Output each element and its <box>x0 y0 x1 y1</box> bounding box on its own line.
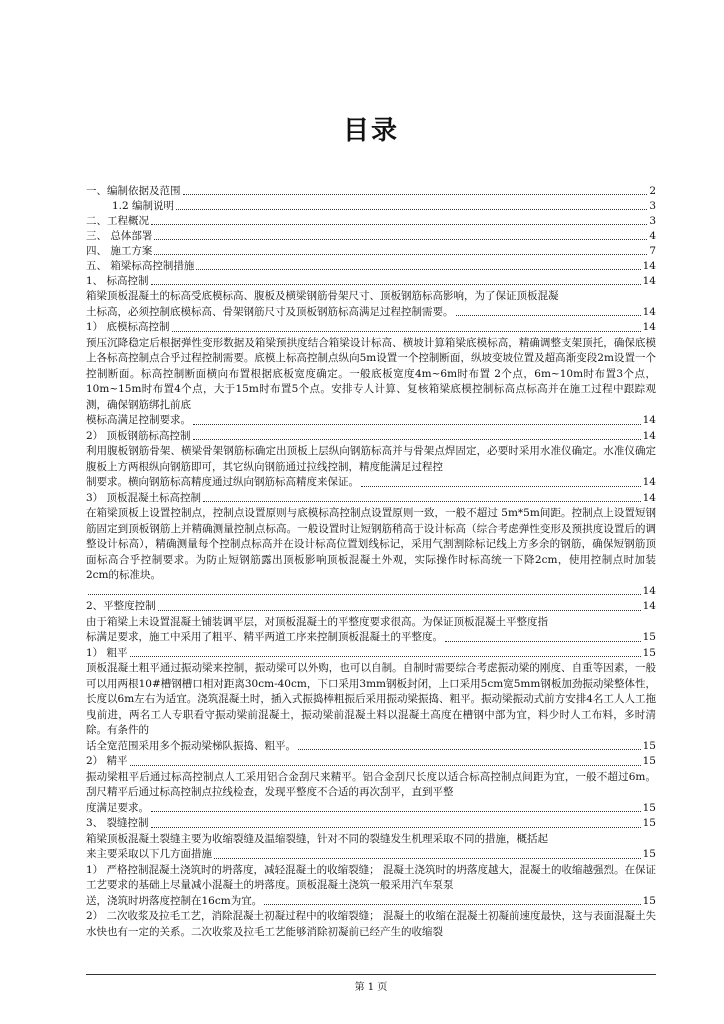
dot-leader <box>88 594 641 595</box>
paragraph-last-text: 模标高满足控制要求。 <box>86 414 191 426</box>
toc-page-number: 15 <box>642 817 656 829</box>
toc-paragraph[interactable] <box>86 754 656 770</box>
toc-entry-text: 二、工程概况 <box>86 215 149 227</box>
toc-entry-text: 五、 箱梁标高控制措施 <box>86 260 195 272</box>
paragraph-last-line <box>86 646 656 662</box>
toc-entry-text: 三、 总体部署 <box>86 230 153 242</box>
toc-page-number: 14 <box>642 600 656 612</box>
dot-leader <box>154 239 647 240</box>
toc-page-number: 14 <box>642 584 656 597</box>
dot-leader <box>151 811 641 812</box>
toc-entry[interactable] <box>86 229 656 244</box>
paragraph-last-text: 1） 粗平 <box>86 646 128 659</box>
toc-page-number: 15 <box>642 646 656 659</box>
toc-entries <box>86 184 656 289</box>
toc-paragraph[interactable] <box>86 506 656 599</box>
toc-page-number: 14 <box>642 305 656 318</box>
paragraph-last-line <box>86 475 656 491</box>
dot-leader <box>264 904 640 905</box>
toc-entry-text: 1、 标高控制 <box>86 275 149 287</box>
toc-paragraph[interactable] <box>86 661 656 754</box>
toc-paragraph[interactable] <box>86 320 656 336</box>
toc-paragraph[interactable] <box>86 599 656 615</box>
paragraph-last-text: 度满足要求。 <box>86 801 149 814</box>
toc-paragraph[interactable] <box>86 444 656 491</box>
toc-entry[interactable] <box>86 244 656 259</box>
paragraph-last-line <box>86 320 656 336</box>
toc-entry-text: 一、编制依据及范围 <box>86 185 181 197</box>
paragraph-body: 2） 二次收浆及拉毛工艺，消除混凝土初凝过程中的收缩裂缝； 混凝土的收缩在混凝土初凝前速度最快，这与表面混凝土失水快也有一定的关系。二次收浆及拉毛工艺能够消除初凝前已经产生的收缩裂 <box>86 910 656 938</box>
dot-leader <box>172 331 641 332</box>
toc-page-number: 3 <box>649 200 656 212</box>
paragraph-body: 预压沉降稳定后根据弹性变形数据及箱梁预拱度结合箱梁设计标高、横坡计算箱梁底模标高，精确调整支架顶托，确保底模上各标高控制点合乎过程控制需要。底模上标高控制点纵向5m设置一个控制断面，纵坡变坡位置及超高渐变段2m设置一个控制断面。标高控制断面横向布置根据底板宽度确定。一般底板宽度4m~6m时布置 2个点，6m~10m时布置3个点，10m~15m时布置4个点，大于15m时布置5个点。安排专人计算、复核箱梁底模控制标高点标高并在施工过程中跟踪观测，确保钢筋绑扎前底 <box>86 336 656 411</box>
toc-page-number: 14 <box>642 476 656 488</box>
toc-entry-text: 四、 施工方案 <box>86 245 153 257</box>
toc-page-number: 3 <box>649 215 656 227</box>
paragraph-last-line <box>86 816 656 832</box>
toc-page-number: 14 <box>642 429 656 442</box>
paragraph-last-line <box>86 305 656 321</box>
toc-page-number: 15 <box>642 631 656 643</box>
dot-leader <box>203 501 641 502</box>
page-number: 第 1 页 <box>354 982 388 993</box>
dot-leader <box>154 254 647 255</box>
toc-entry[interactable] <box>86 199 656 214</box>
toc-page-number: 15 <box>642 739 656 752</box>
dot-leader <box>158 610 641 611</box>
toc-page-number: 14 <box>642 491 656 504</box>
toc-paragraph[interactable] <box>86 336 656 429</box>
dot-leader <box>298 749 641 750</box>
dot-leader <box>151 284 641 285</box>
toc-entry[interactable] <box>86 184 656 199</box>
toc-paragraph[interactable] <box>86 832 656 863</box>
toc-entry[interactable] <box>86 274 656 289</box>
toc-entry[interactable] <box>86 214 656 229</box>
paragraph-last-text: 土标高，必须控制底模标高、骨架钢筋尺寸及顶板钢筋标高满足过程控制需要。 <box>86 305 454 318</box>
dot-leader <box>130 765 641 766</box>
toc-page-number: 15 <box>642 848 656 860</box>
dot-leader <box>193 424 641 425</box>
paragraph-last-line <box>86 413 656 429</box>
toc-entry-text: 1.2 编制说明 <box>112 200 175 212</box>
toc-page-number: 4 <box>649 230 656 242</box>
document-page <box>86 0 656 1024</box>
toc-page-number: 14 <box>642 414 656 426</box>
paragraph-last-text: 3） 顶板混凝土标高控制 <box>86 491 202 504</box>
dot-leader <box>214 858 641 859</box>
paragraph-last-line <box>86 599 656 615</box>
paragraph-body: 1） 严格控制混凝土浇筑时的坍落度，减轻混凝土的收缩裂缝； 混凝土浇筑时的坍落度越大，混凝土的收缩越强烈。在保证工艺要求的基础上尽量减小混凝土的坍落度。顶板混凝土浇筑一般采用汽车泵泵 <box>86 863 656 891</box>
paragraph-last-text: 1） 底模标高控制 <box>86 321 170 333</box>
dot-leader <box>151 827 641 828</box>
paragraph-last-text: 2） 顶板钢筋标高控制 <box>86 429 191 442</box>
paragraph-last-text: 标满足要求，施工中采用了粗平、精平两道工序来控制顶板混凝土的平整度。 <box>86 631 443 643</box>
paragraph-body: 振动梁粗平后通过标高控制点人工采用铝合金刮尺来精平。铝合金刮尺长度以适合标高控制点间距为宜，一般不超过6m。刮尺精平后通过标高控制点拉线检查，发现平整度不合适的再次刮平，直到平整 <box>86 770 656 798</box>
toc-page-number: 14 <box>642 260 656 272</box>
paragraph-last-line <box>86 429 656 445</box>
dot-leader <box>176 209 647 210</box>
toc-paragraph[interactable] <box>86 909 656 940</box>
paragraph-last-line <box>86 491 656 507</box>
toc-page-number: 7 <box>649 245 656 257</box>
paragraph-body: 箱梁顶板混凝土裂缝主要为收缩裂缝及温缩裂缝，针对不同的裂缝发生机理采取不同的措施，概括起 <box>86 832 548 845</box>
toc-page-number: 15 <box>642 755 656 767</box>
toc-paragraph[interactable] <box>86 289 656 320</box>
dot-leader <box>183 194 648 195</box>
toc-page-number: 15 <box>642 801 656 814</box>
table-of-contents <box>86 184 656 940</box>
paragraph-last-line <box>86 630 656 646</box>
page-title: 目录 <box>342 116 399 146</box>
paragraph-body: 由于箱梁上未设置混凝土铺装调平层，对顶板混凝土的平整度要求很高。为保证顶板混凝土平整度指 <box>86 615 548 628</box>
toc-page-number: 14 <box>642 321 656 333</box>
toc-paragraphs <box>86 289 656 940</box>
toc-page-number: 15 <box>642 894 656 907</box>
paragraph-last-text: 送，浇筑时坍落度控制在16cm为宜。 <box>86 894 263 907</box>
paragraph-body: 顶板混凝土粗平通过振动梁来控制，振动梁可以外购，也可以自制。自制时需要综合考虑振动梁的刚度、自重等因素，一般可以用两根10#槽钢槽口相对距离30cm-40cm，下口采用3mm钢板封闭，上口采用5cm宽5mm钢板加劲振动梁整体性，长度以6m左右为适宜。浇筑混凝土时，插入式振捣棒粗振后采用振动梁振捣、粗平。振动梁振动式前方安排4名工人人工拖曳前进，两名工人专职看守振动梁前混凝土，振动梁前混凝土料以混凝土高度在槽钢中部为宜，料少时人工布料，多时清除。有条件的 <box>86 662 656 736</box>
toc-paragraph[interactable] <box>86 491 656 507</box>
paragraph-body: 在箱梁顶板上设置控制点，控制点设置原则与底模标高控制点设置原则一致，一般不超过 5m*5m间距。控制点上设置短钢筋固定到顶板钢筋上并精确测量控制点标高。一般设置时让短钢筋稍高于设计标高（综合考虑弹性变形及预拱度设置后的调整设计标高），精确测量每个控制点标高并在设计标高位置划线标记，采用气割割除标记线上方多余的钢筋，确保短钢筋顶面标高合乎控制要求。为防止短钢筋露出顶板影响顶板混凝土外观，实际操作时标高统一下降2cm，使用控制点时加装2cm的标准块。 <box>86 507 656 581</box>
toc-entry[interactable] <box>86 259 656 274</box>
dot-leader <box>151 224 647 225</box>
paragraph-last-line <box>86 584 656 600</box>
dot-leader <box>193 439 641 440</box>
paragraph-last-text: 2、平整度控制 <box>86 600 156 612</box>
paragraph-last-text: 2） 精平 <box>86 755 128 767</box>
paragraph-last-line <box>86 847 656 863</box>
paragraph-body: 箱梁顶板混凝土的标高受底模标高、腹板及横梁钢筋骨架尺寸、顶板钢筋标高影响，为了保证顶板混凝 <box>86 290 559 302</box>
paragraph-last-line <box>86 754 656 770</box>
paragraph-last-text: 来主要采取以下几方面措施 <box>86 848 212 860</box>
toc-paragraph[interactable] <box>86 863 656 910</box>
page-footer <box>86 974 656 993</box>
paragraph-last-line <box>86 894 656 910</box>
toc-paragraph[interactable] <box>86 646 656 662</box>
paragraph-last-text: 话全宽范围采用多个振动梁梯队振捣、粗平。 <box>86 739 296 752</box>
dot-leader <box>196 269 640 270</box>
dot-leader <box>445 641 641 642</box>
dot-leader <box>130 656 641 657</box>
paragraph-last-text: 制要求。横向钢筋标高精度通过纵向钢筋标高精度来保证。 <box>86 476 359 488</box>
paragraph-last-line <box>86 739 656 755</box>
toc-paragraph[interactable] <box>86 770 656 817</box>
dot-leader <box>361 486 641 487</box>
toc-page-number: 14 <box>642 275 656 287</box>
paragraph-body: 利用腹板钢筋骨架、横梁骨架钢筋标确定出顶板上层纵向钢筋标高并与骨架点焊固定，必要时采用水准仪确定。水准仪确定腹板上方两根纵向钢筋即可，其它纵向钢筋通过拉线控制，精度能满足过程控 <box>86 445 656 473</box>
toc-paragraph[interactable] <box>86 615 656 646</box>
dot-leader <box>456 315 641 316</box>
toc-paragraph[interactable] <box>86 429 656 445</box>
toc-paragraph[interactable] <box>86 816 656 832</box>
toc-page-number: 2 <box>649 185 656 197</box>
paragraph-last-text: 3、 裂缝控制 <box>86 817 149 829</box>
paragraph-last-line <box>86 801 656 817</box>
